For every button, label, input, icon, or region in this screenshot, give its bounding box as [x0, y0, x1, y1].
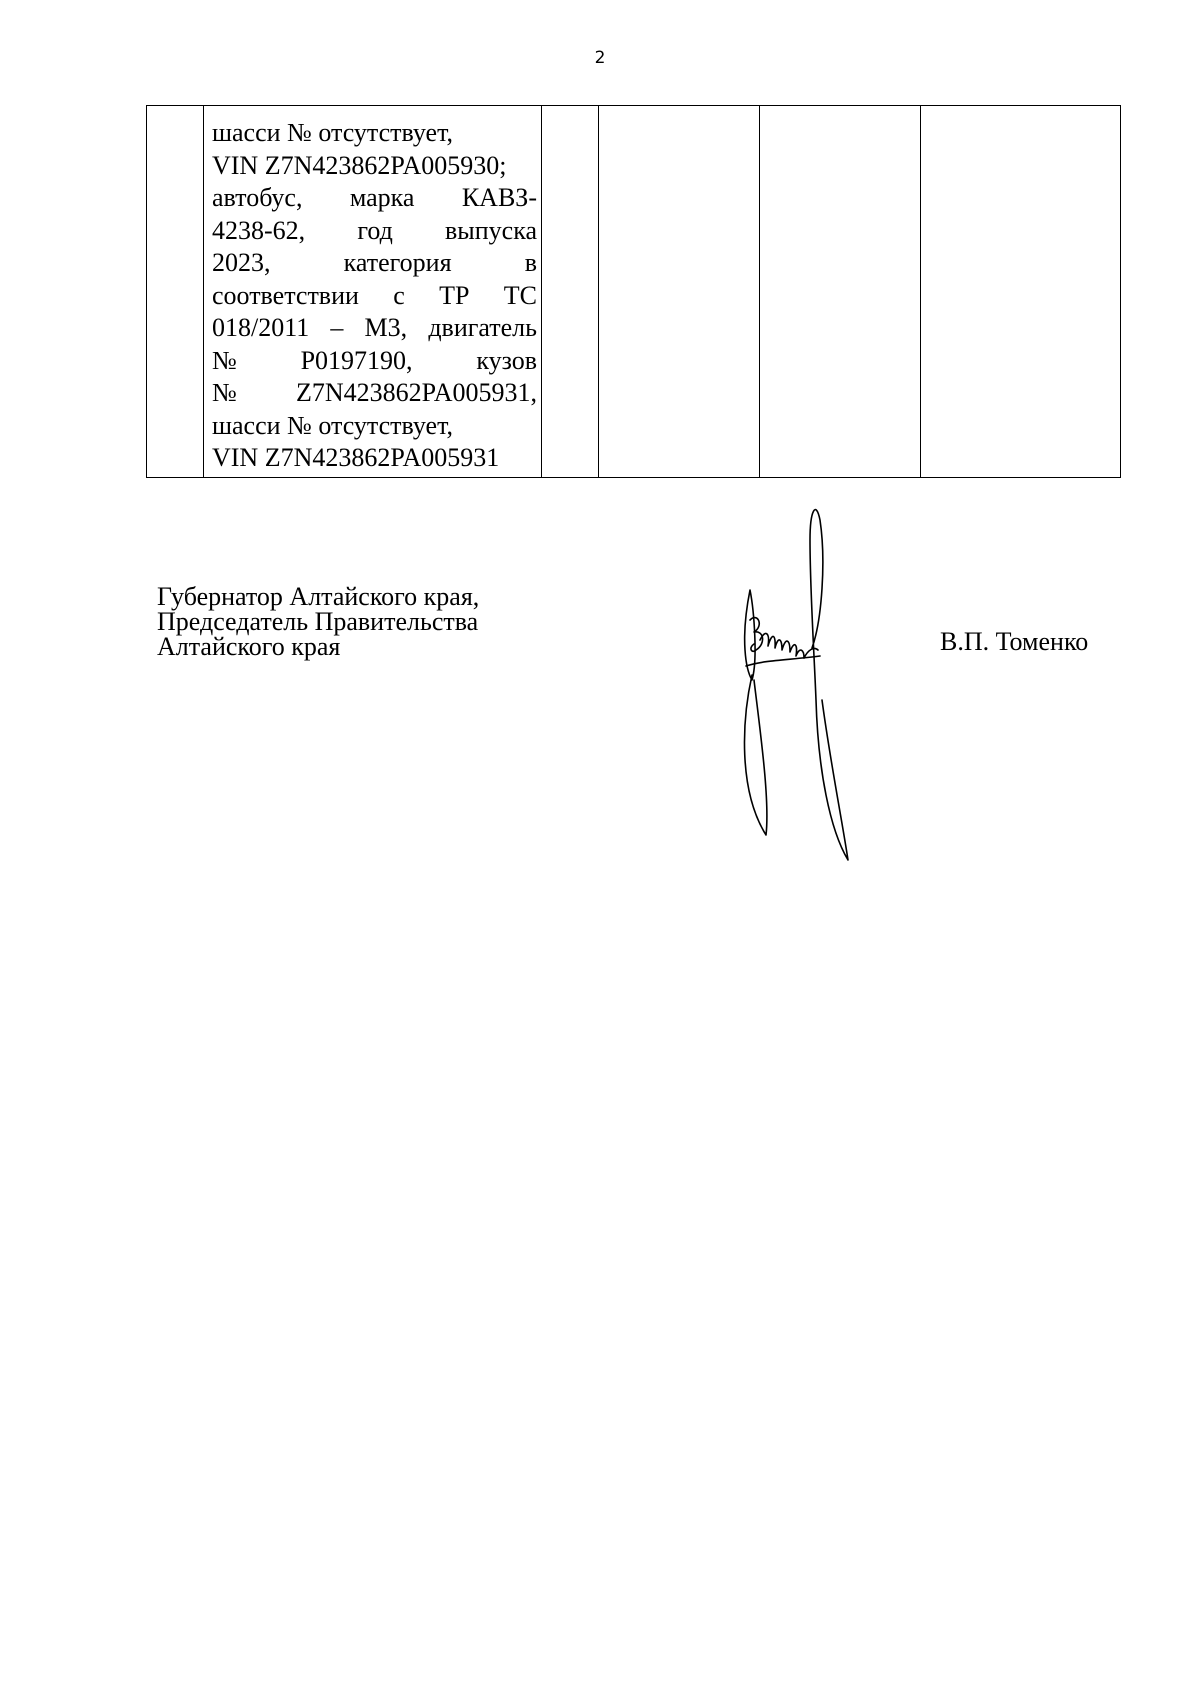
- description-line: № P0197190, кузов: [212, 345, 537, 375]
- table-cell-empty: [760, 106, 921, 478]
- description-line: 4238-62, год выпуска: [212, 215, 537, 245]
- signer-position-line: Алтайского края: [157, 632, 341, 661]
- signer-position-line: Председатель Правительства: [157, 607, 479, 636]
- signer-position: [157, 584, 479, 659]
- table-cell-empty: [921, 106, 1121, 478]
- table-cell-empty: [542, 106, 599, 478]
- table-row: [147, 106, 1121, 478]
- description-line: 018/2011 – М3, двигатель: [212, 313, 537, 342]
- description-line: VIN Z7N423862PA005931: [212, 443, 500, 472]
- vehicle-table: [146, 105, 1121, 478]
- table-cell-empty: [599, 106, 760, 478]
- description-line: автобус, марка КАВЗ-: [212, 183, 537, 212]
- table-cell-number: [147, 106, 204, 478]
- description-line: 2023, категория в: [212, 248, 537, 277]
- table-cell-description: [204, 106, 542, 478]
- description-line: соответствии с ТР ТС: [212, 280, 537, 310]
- description-line: VIN Z7N423862PA005930;: [212, 150, 507, 180]
- page-number: 2: [594, 48, 606, 68]
- description-line: шасси № отсутствует,: [212, 118, 453, 147]
- signer-name: В.П. Томенко: [940, 627, 1089, 656]
- description-line: шасси № отсутствует,: [212, 410, 453, 440]
- signer-position-line: Губернатор Алтайского края,: [157, 582, 480, 611]
- description-line: № Z7N423862PA005931,: [212, 378, 537, 407]
- handwritten-signature: [730, 500, 890, 900]
